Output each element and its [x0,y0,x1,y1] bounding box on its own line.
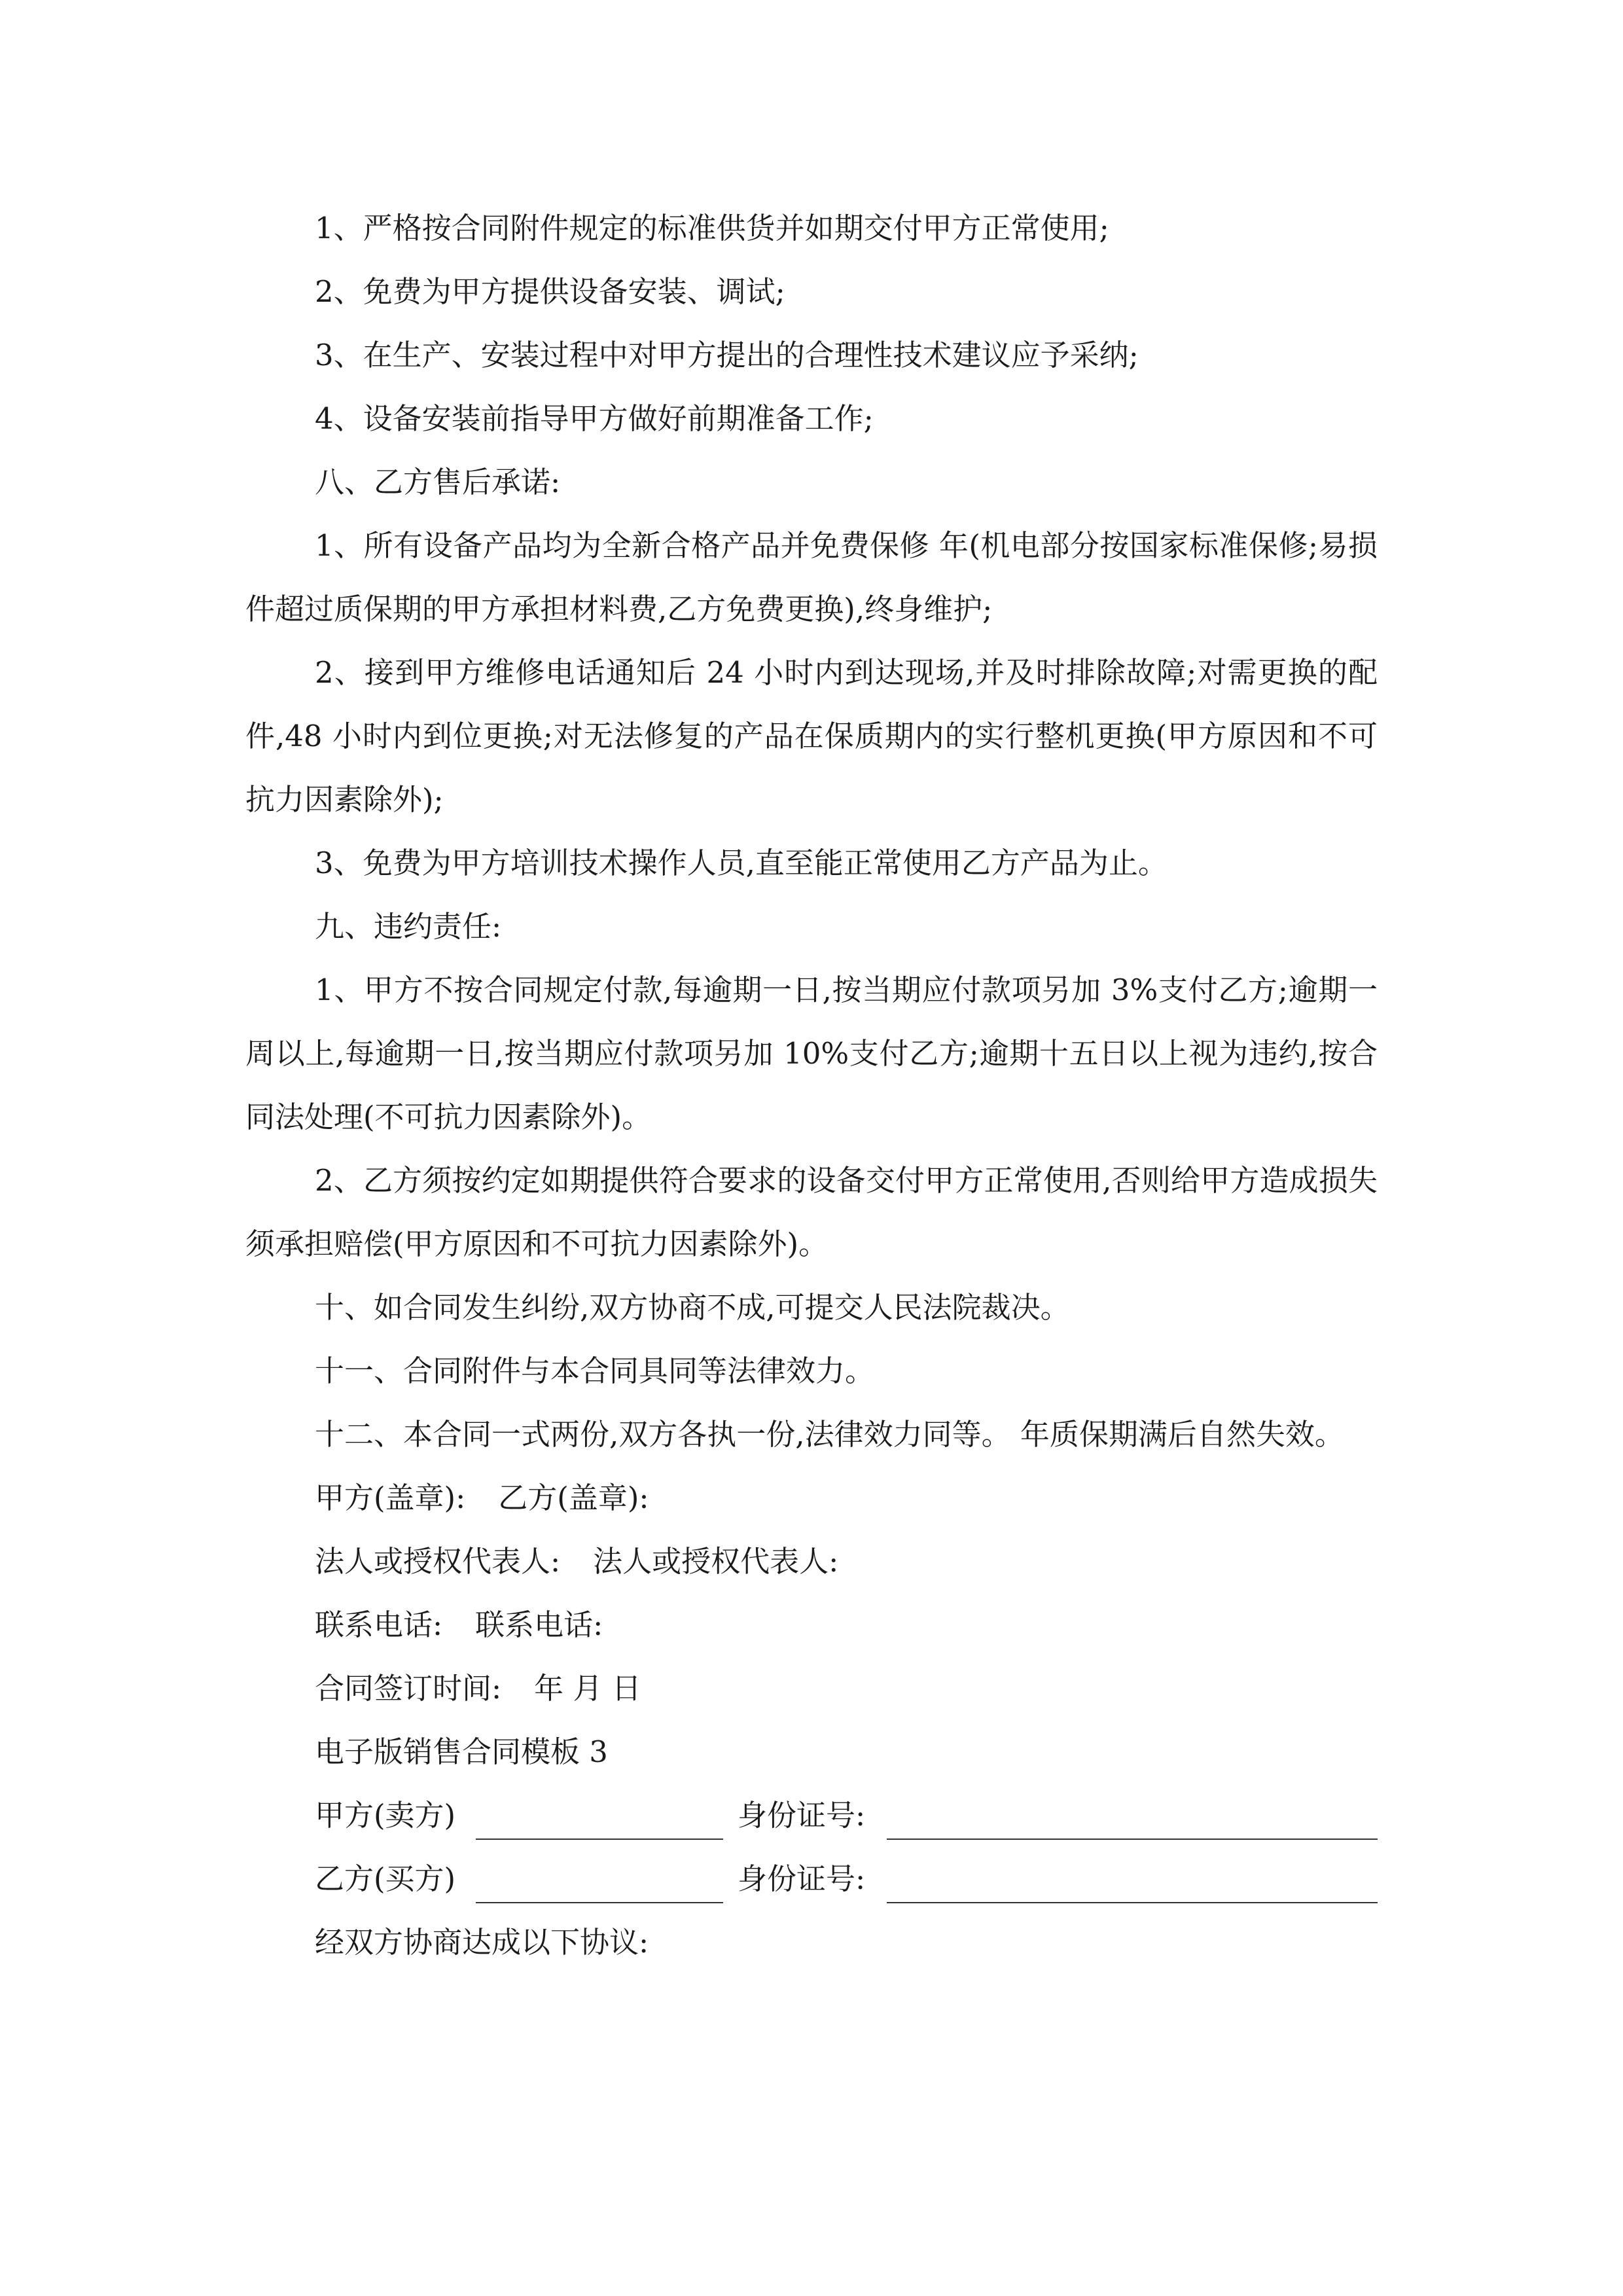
party-a-seal-label: 甲方(盖章): [315,1480,466,1515]
party-b-phone-label: 联系电话: [475,1607,603,1642]
party-a-rep-label: 法人或授权代表人: [315,1544,561,1579]
clause-8-2: 2、接到甲方维修电话通知后 24 小时内到达现场,并及时排除故障;对需更换的配件,48 小时内到位更换;对无法修复的产品在保质期内的实行整机更换(甲方原因和不可抗力因素除外); [245,655,1378,817]
party-b-rep-label: 法人或授权代表人: [593,1544,839,1579]
party-b-seal-label: 乙方(盖章): [498,1480,649,1515]
clause-10: 十、如合同发生纠纷,双方协商不成,可提交人民法院裁决。 [315,1290,1070,1325]
buyer-row [245,1847,1378,1910]
template-title: 电子版销售合同模板 3 [315,1734,608,1769]
seller-id-label: 身份证号: [738,1798,866,1833]
representative-line [245,1530,1378,1593]
sign-time-label: 合同签订时间: [315,1671,502,1706]
buyer-id-blank[interactable] [887,1902,1378,1903]
seller-label: 甲方(卖方) [315,1798,456,1833]
section-heading-8: 八、乙方售后承诺: [315,465,561,499]
clause-8-3: 3、免费为甲方培训技术操作人员,直至能正常使用乙方产品为止。 [315,846,1168,880]
document-body [245,196,1378,1974]
sign-time-value: 年 月 日 [534,1671,641,1706]
clause-9-1: 1、甲方不按合同规定付款,每逾期一日,按当期应付款项另加 3%支付乙方;逾期一周以上,每逾期一日,按当期应付款项另加 10%支付乙方;逾期十五日以上视为违约,按合同法处理(不可抗力因素除外)。 [245,973,1378,1134]
clause-8-1: 1、所有设备产品均为全新合格产品并免费保修 年(机电部分按国家标准保修;易损件超过质保期的甲方承担材料费,乙方免费更换),终身维护; [245,528,1378,626]
buyer-id-label: 身份证号: [738,1861,866,1896]
clause-12: 十二、本合同一式两份,双方各执一份,法律效力同等。 年质保期满后自然失效。 [315,1417,1344,1452]
seller-row [245,1784,1378,1847]
buyer-name-blank[interactable] [476,1902,723,1903]
clause-7-4: 4、设备安装前指导甲方做好前期准备工作; [315,401,874,436]
buyer-label: 乙方(买方) [315,1861,456,1896]
party-a-phone-label: 联系电话: [315,1607,443,1642]
clause-7-2: 2、免费为甲方提供设备安装、调试; [315,274,785,309]
seller-id-blank[interactable] [887,1839,1378,1840]
clause-9-2: 2、乙方须按约定如期提供符合要求的设备交付甲方正常使用,否则给甲方造成损失须承担赔偿(甲方原因和不可抗力因素除外)。 [245,1163,1378,1261]
seal-line [245,1466,1378,1530]
phone-line [245,1593,1378,1657]
clause-11: 十一、合同附件与本合同具同等法律效力。 [315,1354,875,1388]
sign-time-line [245,1657,1378,1720]
clause-7-1: 1、严格按合同附件规定的标准供货并如期交付甲方正常使用; [315,211,1109,245]
seller-name-blank[interactable] [476,1839,723,1840]
section-heading-9: 九、违约责任: [315,909,502,944]
agreement-intro: 经双方协商达成以下协议: [315,1925,649,1960]
clause-7-3: 3、在生产、安装过程中对甲方提出的合理性技术建议应予采纳; [315,338,1139,372]
